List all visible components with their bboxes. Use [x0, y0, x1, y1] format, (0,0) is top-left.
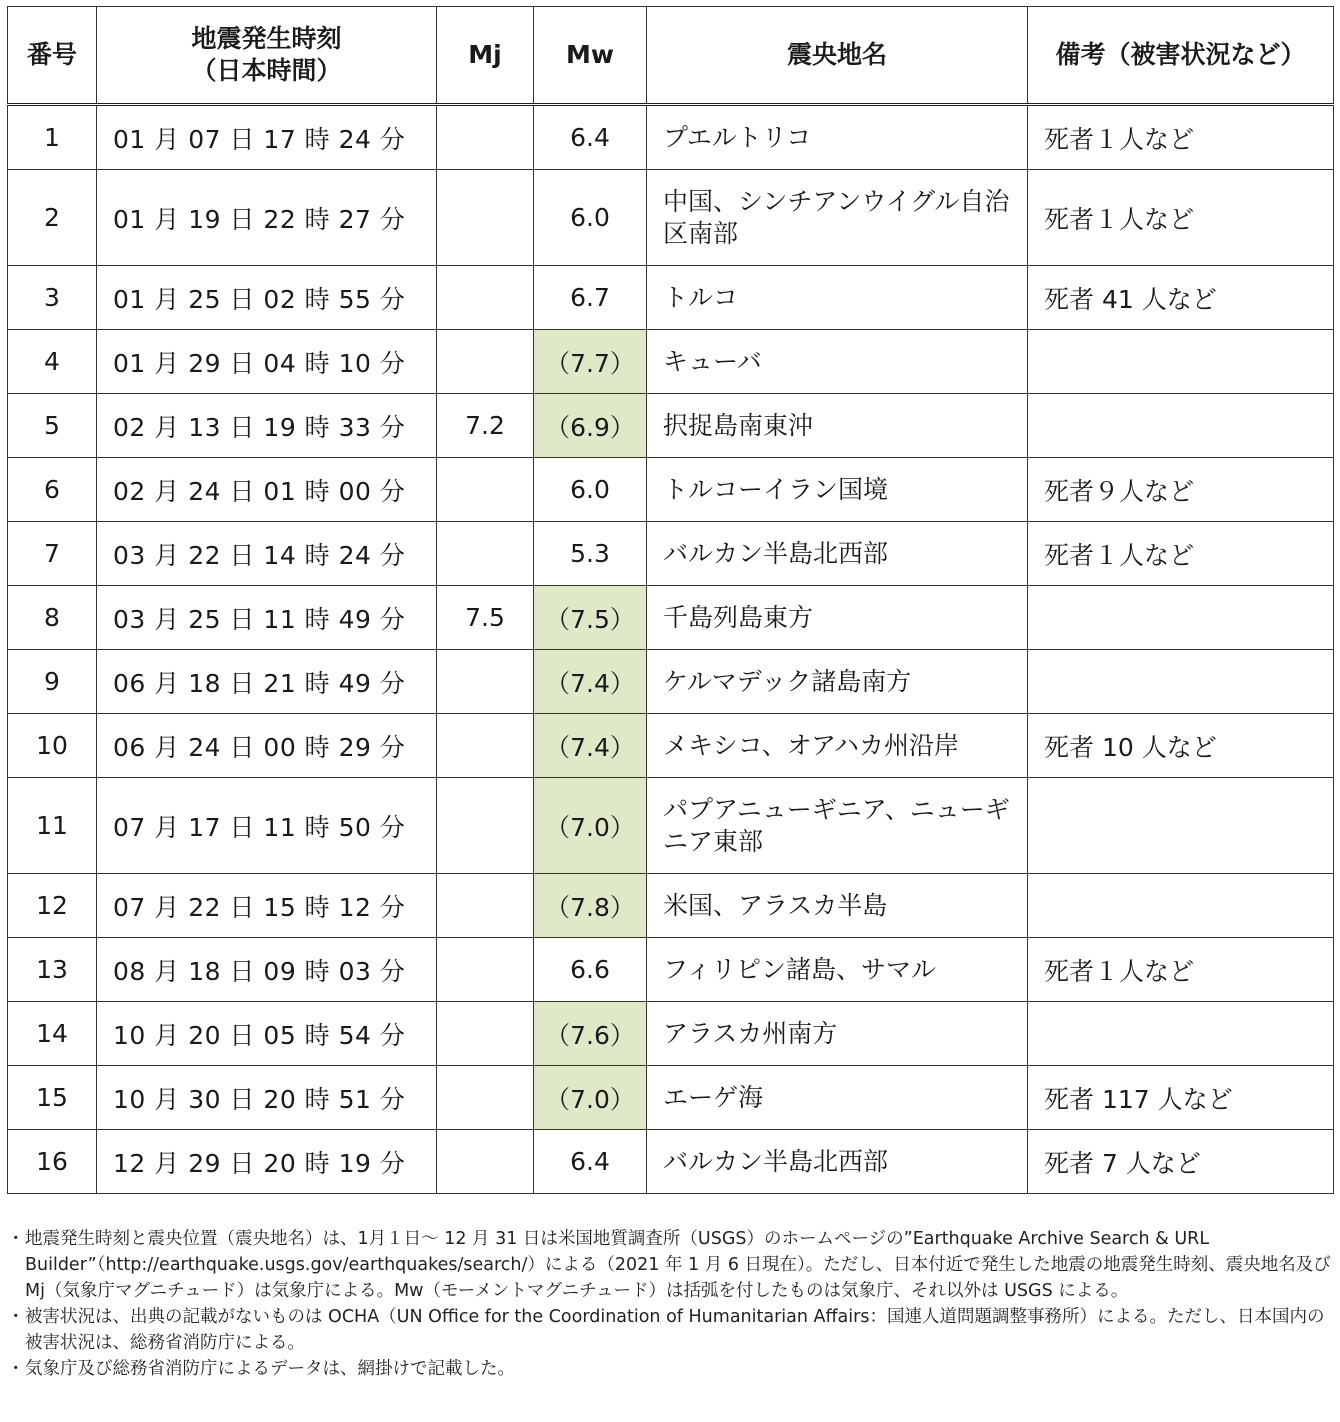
cell-mw: （7.4）	[534, 714, 647, 778]
cell-place: バルカン半島北西部	[647, 522, 1028, 586]
footnote-text: 地震発生時刻と震央位置（震央地名）は、1月１日～ 12 月 31 日は米国地質調査所（USGS）のホームページの”Earthquake Archive Search & URL Builder”（http://earthquake.usgs.gov/earthquakes/search/）による（2021 年 1 月 6 日現在）。ただし、日本付近で発生した地震の地震発生時刻、震央地名及び Mj（気象庁マグニチュード）は気象庁による。Mw（モーメントマグニチュード）は括弧を付したものは気象庁、それ以外は USGS による。	[25, 1229, 1331, 1301]
cell-no: 12	[8, 874, 97, 938]
cell-place: 千島列島東方	[647, 586, 1028, 650]
header-note: 備考（被害状況など）	[1028, 7, 1334, 105]
table-body	[8, 105, 1334, 1194]
cell-place: ケルマデック諸島南方	[647, 650, 1028, 714]
cell-no: 1	[8, 105, 97, 170]
footnote-text: 被害状況は、出典の記載がないものは OCHA（UN Office for the Coordination of Humanitarian Affairs：国連人道問題調整事務所）による。ただし、日本国内の被害状況は、総務省消防庁による。	[25, 1307, 1325, 1353]
table-row	[8, 874, 1334, 938]
cell-place: パプアニューギニア、ニューギニア東部	[647, 778, 1028, 874]
cell-time: 07 月 17 日 11 時 50 分	[97, 778, 437, 874]
cell-mw: 6.7	[534, 266, 647, 330]
cell-mj	[437, 170, 534, 266]
cell-note: 死者 41 人など	[1028, 266, 1334, 330]
header-time	[97, 7, 437, 105]
cell-place: トルコ	[647, 266, 1028, 330]
footnote-text: 気象庁及び総務省消防庁によるデータは、網掛けで記載した。	[25, 1359, 515, 1379]
cell-mj	[437, 650, 534, 714]
cell-place: キューバ	[647, 330, 1028, 394]
cell-no: 11	[8, 778, 97, 874]
cell-mw: （6.9）	[534, 394, 647, 458]
header-mj: Mj	[437, 7, 534, 105]
table-row	[8, 714, 1334, 778]
header-row	[8, 7, 1334, 105]
cell-mj	[437, 266, 534, 330]
footnote-bullet: ・	[7, 1307, 25, 1327]
cell-no: 13	[8, 938, 97, 1002]
cell-no: 2	[8, 170, 97, 266]
header-mw: Mw	[534, 7, 647, 105]
footnote-bullet: ・	[7, 1229, 25, 1249]
footnote-item	[7, 1356, 1333, 1382]
header-place: 震央地名	[647, 7, 1028, 105]
cell-mj: 7.5	[437, 586, 534, 650]
cell-mw: 6.0	[534, 458, 647, 522]
cell-mw: （7.4）	[534, 650, 647, 714]
cell-note	[1028, 650, 1334, 714]
table-row	[8, 586, 1334, 650]
cell-note	[1028, 586, 1334, 650]
cell-place: エーゲ海	[647, 1066, 1028, 1130]
cell-mw: （7.7）	[534, 330, 647, 394]
cell-place: 択捉島南東沖	[647, 394, 1028, 458]
cell-time: 07 月 22 日 15 時 12 分	[97, 874, 437, 938]
cell-no: 15	[8, 1066, 97, 1130]
cell-mj	[437, 874, 534, 938]
cell-mj	[437, 938, 534, 1002]
cell-mw: 6.4	[534, 1130, 647, 1194]
cell-time: 01 月 19 日 22 時 27 分	[97, 170, 437, 266]
table-row	[8, 458, 1334, 522]
footnote-item	[7, 1226, 1333, 1304]
cell-no: 4	[8, 330, 97, 394]
table-row	[8, 105, 1334, 170]
cell-place: プエルトリコ	[647, 105, 1028, 170]
cell-note: 死者 10 人など	[1028, 714, 1334, 778]
cell-place: 中国、シンチアンウイグル自治区南部	[647, 170, 1028, 266]
cell-note: 死者１人など	[1028, 938, 1334, 1002]
cell-time: 03 月 25 日 11 時 49 分	[97, 586, 437, 650]
cell-mw: （7.8）	[534, 874, 647, 938]
table-header	[8, 7, 1334, 105]
cell-time: 03 月 22 日 14 時 24 分	[97, 522, 437, 586]
cell-mj	[437, 714, 534, 778]
cell-time: 06 月 18 日 21 時 49 分	[97, 650, 437, 714]
cell-place: アラスカ州南方	[647, 1002, 1028, 1066]
table-row	[8, 170, 1334, 266]
cell-place: トルコーイラン国境	[647, 458, 1028, 522]
cell-note	[1028, 330, 1334, 394]
cell-time: 01 月 29 日 04 時 10 分	[97, 330, 437, 394]
cell-time: 01 月 25 日 02 時 55 分	[97, 266, 437, 330]
footnote-item	[7, 1304, 1333, 1356]
cell-no: 8	[8, 586, 97, 650]
table-row	[8, 938, 1334, 1002]
cell-no: 5	[8, 394, 97, 458]
cell-mj	[437, 105, 534, 170]
cell-time: 02 月 13 日 19 時 33 分	[97, 394, 437, 458]
cell-note: 死者１人など	[1028, 522, 1334, 586]
cell-place: フィリピン諸島、サマル	[647, 938, 1028, 1002]
cell-mj	[437, 330, 534, 394]
cell-no: 6	[8, 458, 97, 522]
footnotes	[7, 1226, 1333, 1382]
cell-mj	[437, 1002, 534, 1066]
cell-no: 3	[8, 266, 97, 330]
cell-place: 米国、アラスカ半島	[647, 874, 1028, 938]
cell-mw: （7.5）	[534, 586, 647, 650]
cell-note: 死者 117 人など	[1028, 1066, 1334, 1130]
table-row	[8, 522, 1334, 586]
cell-time: 02 月 24 日 01 時 00 分	[97, 458, 437, 522]
cell-note	[1028, 778, 1334, 874]
cell-no: 10	[8, 714, 97, 778]
cell-no: 16	[8, 1130, 97, 1194]
cell-mw: （7.6）	[534, 1002, 647, 1066]
footnote-bullet: ・	[7, 1359, 25, 1379]
earthquake-table	[7, 6, 1334, 1194]
cell-mw: 6.4	[534, 105, 647, 170]
cell-note	[1028, 394, 1334, 458]
cell-mw: （7.0）	[534, 1066, 647, 1130]
cell-mj	[437, 778, 534, 874]
header-time-line2: （日本時間）	[191, 56, 342, 85]
cell-mw: 6.6	[534, 938, 647, 1002]
cell-mj	[437, 458, 534, 522]
table-row	[8, 1130, 1334, 1194]
cell-no: 9	[8, 650, 97, 714]
cell-note	[1028, 1002, 1334, 1066]
table-row	[8, 650, 1334, 714]
cell-mw: 5.3	[534, 522, 647, 586]
cell-no: 7	[8, 522, 97, 586]
cell-time: 06 月 24 日 00 時 29 分	[97, 714, 437, 778]
cell-time: 12 月 29 日 20 時 19 分	[97, 1130, 437, 1194]
cell-time: 01 月 07 日 17 時 24 分	[97, 105, 437, 170]
table-row	[8, 1066, 1334, 1130]
cell-time: 10 月 20 日 05 時 54 分	[97, 1002, 437, 1066]
table-row	[8, 1002, 1334, 1066]
cell-place: バルカン半島北西部	[647, 1130, 1028, 1194]
header-time-line1: 地震発生時刻	[191, 24, 342, 53]
table-row	[8, 330, 1334, 394]
cell-mj	[437, 1066, 534, 1130]
cell-note	[1028, 874, 1334, 938]
cell-note: 死者１人など	[1028, 105, 1334, 170]
header-no: 番号	[8, 7, 97, 105]
cell-no: 14	[8, 1002, 97, 1066]
cell-note: 死者９人など	[1028, 458, 1334, 522]
cell-time: 08 月 18 日 09 時 03 分	[97, 938, 437, 1002]
cell-mw: 6.0	[534, 170, 647, 266]
table-row	[8, 394, 1334, 458]
cell-note: 死者１人など	[1028, 170, 1334, 266]
table-row	[8, 266, 1334, 330]
cell-mj	[437, 1130, 534, 1194]
cell-mw: （7.0）	[534, 778, 647, 874]
cell-mj: 7.2	[437, 394, 534, 458]
cell-time: 10 月 30 日 20 時 51 分	[97, 1066, 437, 1130]
cell-mj	[437, 522, 534, 586]
table-row	[8, 778, 1334, 874]
cell-note: 死者 7 人など	[1028, 1130, 1334, 1194]
cell-place: メキシコ、オアハカ州沿岸	[647, 714, 1028, 778]
